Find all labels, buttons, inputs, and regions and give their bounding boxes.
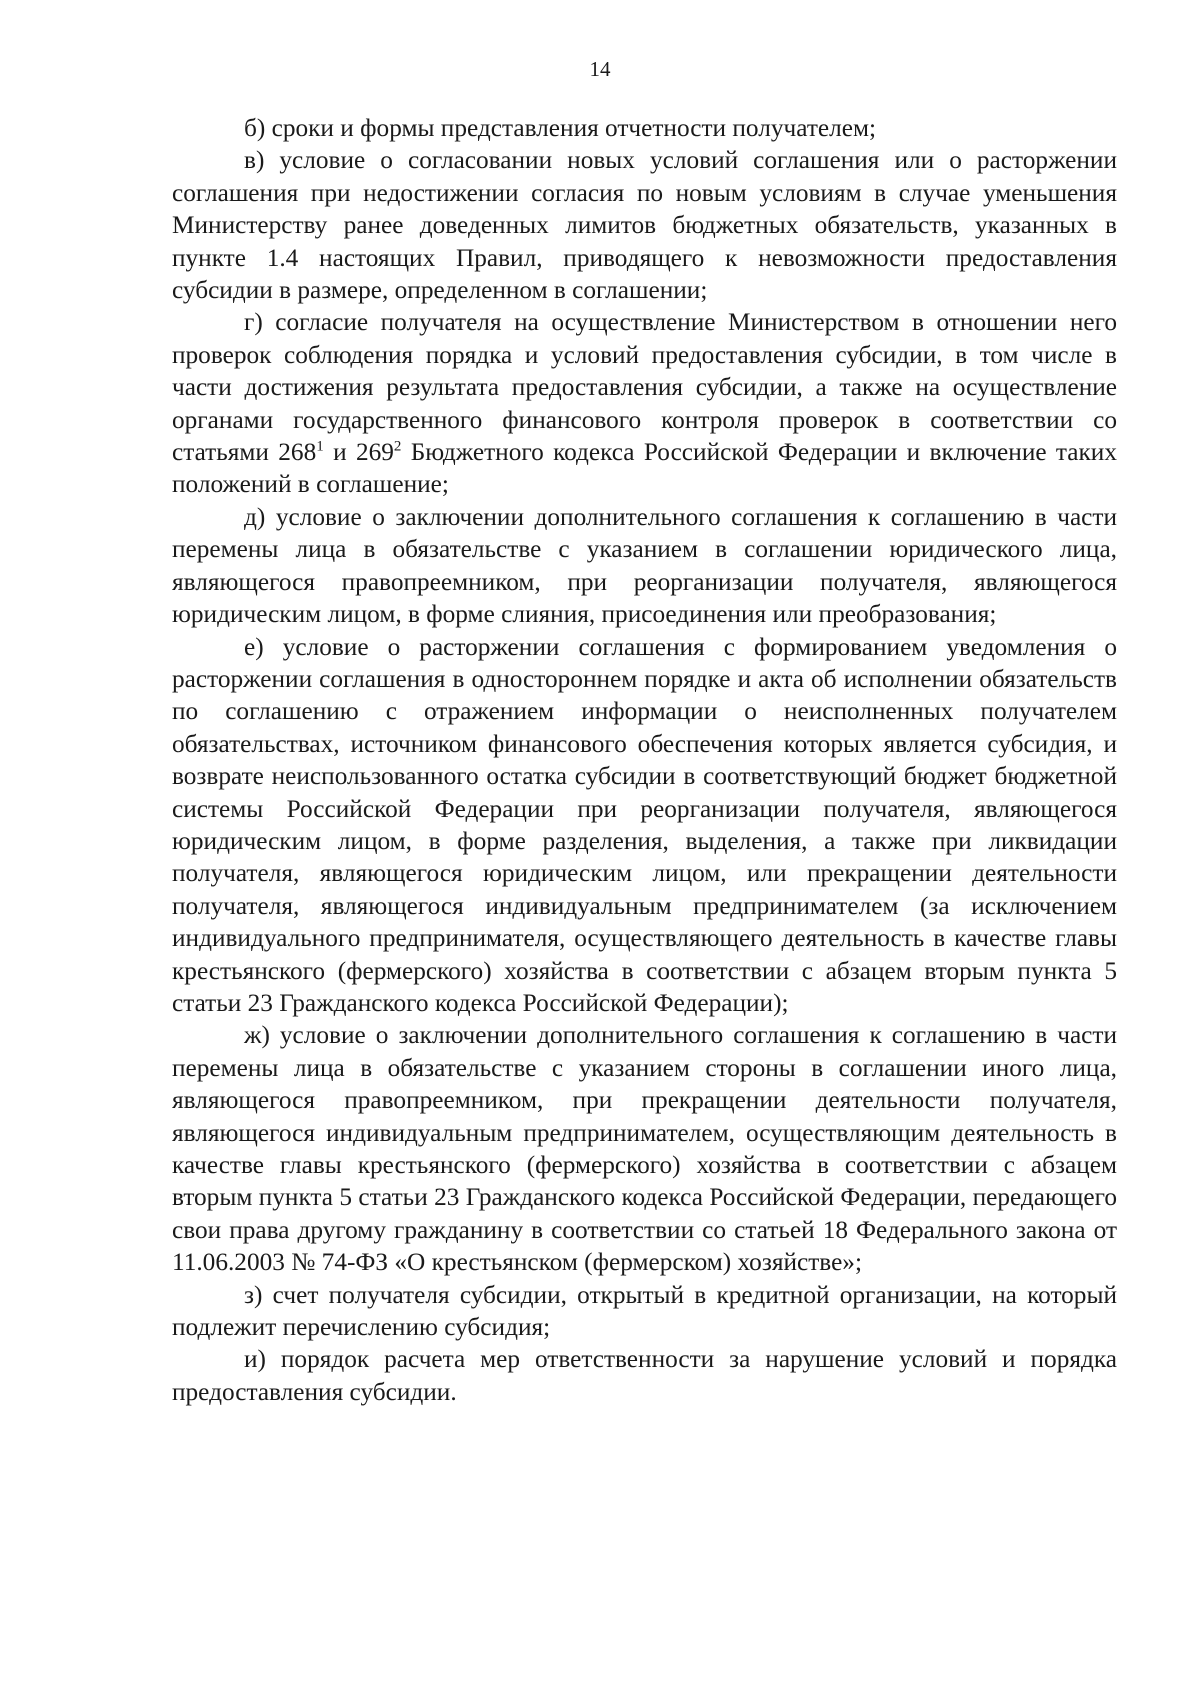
page-number: 14 [589,57,611,81]
paragraph-v: в) условие о согласовании новых условий соглашения или о расторжении соглашения при недостижении согласия по новым условиям в случае уменьшения Министерству ранее доведенных лимитов бюджетных обязательств, указанных в пункте 1.4 настоящих Правил, приводящего к невозможности предоставления субсидии в размере, определенном в соглашении; [172,146,1117,305]
paragraph-g [172,306,1117,500]
paragraph-e: е) условие о расторжении соглашения с формированием уведомления о расторжении соглашения в одностороннем порядке и акта об исполнении обязательств по соглашению с отражением информации о неисполненных получателем обязательствах, источником финансового обеспечения которых является субсидия, и возврате неиспользованного остатка субсидии в соответствующий бюджет бюджетной системы Российской Федерации при реорганизации получателя, являющегося юридическим лицом, в форме разделения, выделения, а также при ликвидации получателя, являющегося юридическим лицом, или прекращении деятельности получателя, являющегося индивидуальным предпринимателем (за исключением индивидуального предпринимателя, осуществляющего деятельность в качестве главы крестьянского (фермерского) хозяйства в соответствии с абзацем вторым пункта 5 статьи 23 Гражданского кодекса Российской Федерации); [172,632,1117,1017]
paragraph-b: б) сроки и формы представления отчетности получателем; [244,114,876,142]
paragraph-g-superscript-1: 1 [316,438,324,455]
paragraph-g-superscript-2: 2 [393,438,402,455]
paragraph-z: з) счет получателя субсидии, открытый в кредитной организации, на который подлежит перечислению субсидия; [172,1280,1117,1342]
paragraph-d: д) условие о заключении дополнительного соглашения к соглашению в части перемены лица в обязательстве с указанием в соглашении юридического лица, являющегося правопреемником, при реорганизации получателя, являющегося юридическим лицом, в форме слияния, присоединения или преобразования; [172,502,1117,629]
paragraph-g-text-2: и 269 [323,438,394,467]
paragraph-g-text-1: г) согласие получателя на осуществление Министерством в отношении него проверок соблюдения порядка и условий предоставления субсидии, в том числе в части достижения результата предоставления субсидии, а также на осуществление органами государственного финансового контроля проверок в соответствии со статьями 268 [172,308,1117,467]
document-body [172,112,1117,1408]
paragraph-zh: ж) условие о заключении дополнительного соглашения к соглашению в части перемены лица в обязательстве с указанием стороны в соглашении иного лица, являющегося правопреемником, при прекращении деятельности получателя, являющегося индивидуальным предпринимателем, осуществляющим деятельность в качестве главы крестьянского (фермерского) хозяйства в соответствии с абзацем вторым пункта 5 статьи 23 Гражданского кодекса Российской Федерации, передающего свои права другому гражданину в соответствии со статьей 18 Федерального закона от 11.06.2003 № 74-ФЗ «О крестьянском (фермерском) хозяйстве»; [172,1021,1117,1277]
paragraph-g-text-3: Бюджетного кодекса Российской Федерации и включение таких положений в соглашение; [172,438,1117,499]
paragraph-i: и) порядок расчета мер ответственности за нарушение условий и порядка предоставления субсидии. [172,1345,1117,1406]
